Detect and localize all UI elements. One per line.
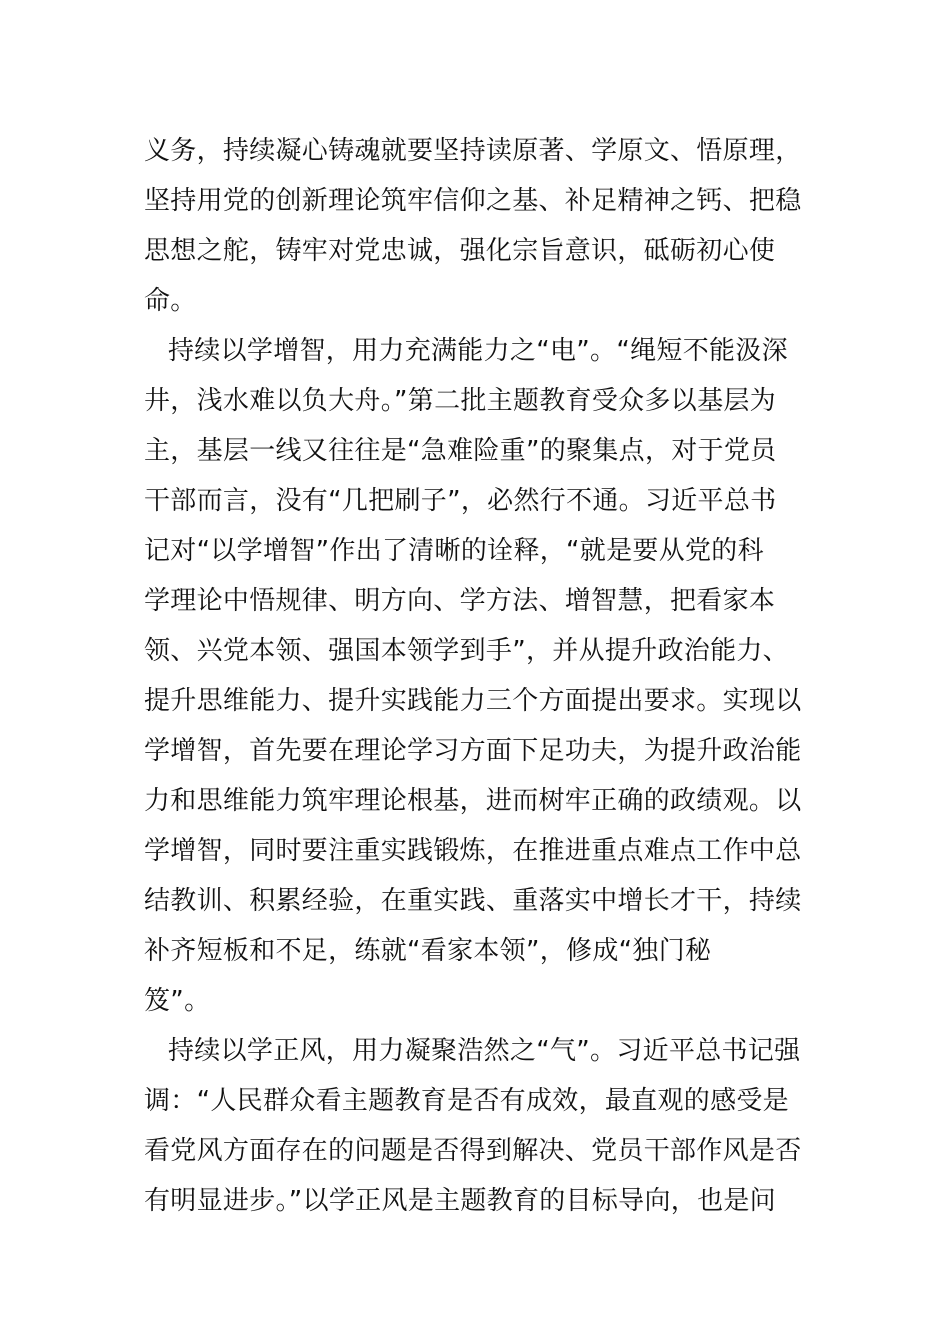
body-text bbox=[144, 126, 808, 1226]
text-line: 有明显进步。”以学正风是主题教育的目标导向，也是问 bbox=[144, 1186, 776, 1216]
text-line: 结教训、积累经验，在重实践、重落实中增长才干，持续 bbox=[144, 886, 802, 916]
text-line: 思想之舵，铸牢对党忠诚，强化宗旨意识，砥砺初心使 bbox=[144, 236, 776, 266]
text-line: 领、兴党本领、强国本领学到手”，并从提升政治能力、 bbox=[144, 636, 789, 666]
text-line: 干部而言，没有“几把刷子”，必然行不通。习近平总书 bbox=[144, 486, 777, 516]
paragraph-start-line: 持续以学正风，用力凝聚浩然之“气”。习近平总书记强 bbox=[168, 1036, 801, 1066]
text-line: 学增智，首先要在理论学习方面下足功夫，为提升政治能 bbox=[144, 736, 802, 766]
text-line: 记对“以学增智”作出了清晰的诠释，“就是要从党的科 bbox=[144, 536, 764, 566]
text-line: 命。 bbox=[144, 286, 197, 316]
text-line: 笈”。 bbox=[144, 986, 211, 1016]
text-line: 力和思维能力筑牢理论根基，进而树牢正确的政绩观。以 bbox=[144, 786, 802, 816]
text-line: 主，基层一线又往往是“急难险重”的聚集点，对于党员 bbox=[144, 436, 777, 466]
text-line: 井，浅水难以负大舟。”第二批主题教育受众多以基层为 bbox=[144, 386, 776, 416]
paragraph-start-line: 持续以学增智，用力充满能力之“电”。“绳短不能汲深 bbox=[168, 336, 788, 366]
text-line: 坚持用党的创新理论筑牢信仰之基、补足精神之钙、把稳 bbox=[144, 186, 802, 216]
text-line: 看党风方面存在的问题是否得到解决、党员干部作风是否 bbox=[144, 1136, 802, 1166]
text-line: 补齐短板和不足，练就“看家本领”，修成“独门秘 bbox=[144, 936, 712, 966]
text-line: 提升思维能力、提升实践能力三个方面提出要求。实现以 bbox=[144, 686, 802, 716]
text-line: 学增智，同时要注重实践锻炼，在推进重点难点工作中总 bbox=[144, 836, 802, 866]
text-line: 义务，持续凝心铸魂就要坚持读原著、学原文、悟原理， bbox=[144, 136, 802, 166]
text-line: 学理论中悟规律、明方向、学方法、增智慧，把看家本 bbox=[144, 586, 776, 616]
text-line: 调：“人民群众看主题教育是否有成效，最直观的感受是 bbox=[144, 1086, 789, 1116]
